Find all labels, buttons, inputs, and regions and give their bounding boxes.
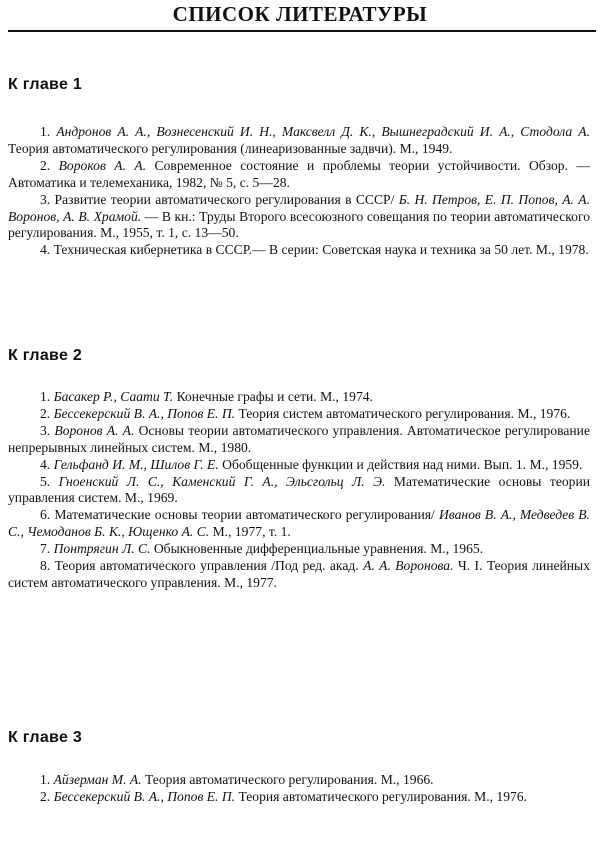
reference-number: 2. — [40, 788, 51, 804]
reference-number: 2. — [40, 405, 51, 421]
reference-text: Развитие теории автоматического регулирования в СССР/ — [54, 191, 395, 207]
reference-editors: А. А. Воронова. — [363, 558, 454, 574]
reference-number: 1. — [40, 772, 51, 787]
reference-text: Обыкновенные дифференциальные уравнения. М., 1965. — [153, 541, 484, 557]
reference-authors: Вороков А. А. — [58, 157, 147, 173]
reference-list-chapter-3 — [8, 772, 590, 806]
reference-number: 3. — [40, 422, 51, 438]
section-heading: К главе 3 — [8, 729, 83, 746]
reference-text: Основы теории автоматического управления. Автоматическое регулирование непрерывных линейных систем. М., 1980. — [8, 422, 590, 455]
reference-item — [8, 192, 590, 243]
reference-text: Техническая кибернетика в СССР.— В серии: Советская наука и техника за 50 лет. М., 1978. — [53, 242, 589, 258]
reference-item — [8, 541, 590, 558]
reference-number: 4. — [40, 456, 51, 472]
reference-item — [8, 242, 590, 259]
reference-text: Обобщенные функции и действия над ними. Вып. 1. М., 1959. — [222, 456, 583, 472]
reference-item — [8, 789, 590, 806]
reference-number: 4. — [40, 242, 51, 258]
reference-authors: Гноенский Л. С., Каменский Г. А., Эльсгольц Л. Э. — [58, 473, 386, 489]
reference-source: — В кн.: Труды Второго всесоюзного совещания по теории автоматического регулирования. М., 1955, т. 1, с. 13—50. — [8, 208, 590, 241]
reference-authors: Айзерман М. А. — [53, 772, 142, 787]
reference-text: Теория систем автоматического регулирования. М., 1976. — [238, 405, 571, 421]
reference-item — [8, 389, 590, 406]
reference-editors: Иванов В. А., Медведев В. С., Чемоданов Б. К., Ющенко А. С. — [8, 507, 590, 540]
reference-item — [8, 558, 590, 592]
reference-item — [8, 474, 590, 508]
reference-source: Ч. I. Теория линейных систем автоматического управления. М., 1977. — [8, 558, 590, 590]
reference-text: Теория автоматического регулирования. М., 1976. — [238, 788, 528, 804]
reference-text: Математические основы теории управления систем. М., 1969. — [8, 473, 591, 506]
reference-text: Современное состояние и проблемы теории устойчивости. Обзор. — Автоматика и телемеханика, 1982, № 5, с. 5—28. — [8, 157, 590, 190]
page-title: СПИСОК ЛИТЕРАТУРЫ — [172, 2, 428, 26]
reference-item — [8, 124, 590, 158]
reference-text: Теория автоматического регулирования. М., 1966. — [145, 772, 434, 787]
reference-source: М., 1977, т. 1. — [212, 524, 291, 540]
reference-authors: Бессекерский В. А., Попов Е. П. — [53, 788, 236, 804]
reference-authors: Понтрягин Л. С. — [53, 541, 151, 557]
reference-text: Математические основы теории автоматического регулирования/ — [54, 507, 435, 523]
reference-item — [8, 507, 590, 541]
section-chapter-2 — [8, 347, 590, 365]
reference-number: 1. — [40, 389, 51, 404]
section-heading: К главе 2 — [8, 347, 83, 364]
reference-item — [8, 457, 590, 474]
reference-item — [8, 772, 590, 789]
reference-authors: Басакер Р., Саати Т. — [53, 389, 174, 404]
reference-number: 7. — [40, 541, 51, 557]
reference-editors: Б. Н. Петров, Е. П. Попов, А. А. Воронов, А. В. Храмой. — [8, 191, 590, 224]
title-divider — [8, 30, 596, 32]
reference-authors: Гельфанд И. М., Шилов Г. Е. — [53, 456, 219, 472]
reference-text: Конечные графы и сети. М., 1974. — [176, 389, 373, 404]
reference-number: 3. — [40, 191, 51, 207]
reference-authors: Воронов А. А. — [54, 422, 135, 438]
reference-list-chapter-1 — [8, 124, 590, 259]
section-chapter-3 — [8, 729, 590, 747]
reference-list-chapter-2 — [8, 389, 590, 592]
reference-item — [8, 406, 590, 423]
reference-number: 1. — [40, 124, 51, 139]
reference-text: Теория автоматического регулирования (линеаризованные задвчи). М., 1949. — [8, 140, 453, 156]
reference-authors: Андронов А. А., Вознесенский И. Н., Максвелл Д. К., Вышнеградский И. А., Стодола А. — [56, 124, 590, 139]
reference-item — [8, 423, 590, 457]
reference-number: 2. — [40, 157, 51, 173]
reference-number: 8. — [40, 558, 51, 574]
reference-item — [8, 158, 590, 192]
section-chapter-1 — [8, 76, 590, 94]
reference-number: 5. — [40, 473, 51, 489]
section-heading: К главе 1 — [8, 76, 83, 93]
reference-authors: Бессекерский В. А., Попов Е. П. — [53, 405, 236, 421]
reference-number: 6. — [40, 507, 51, 523]
reference-text: Теория автоматического управления /Под ред. акад. — [54, 558, 359, 574]
